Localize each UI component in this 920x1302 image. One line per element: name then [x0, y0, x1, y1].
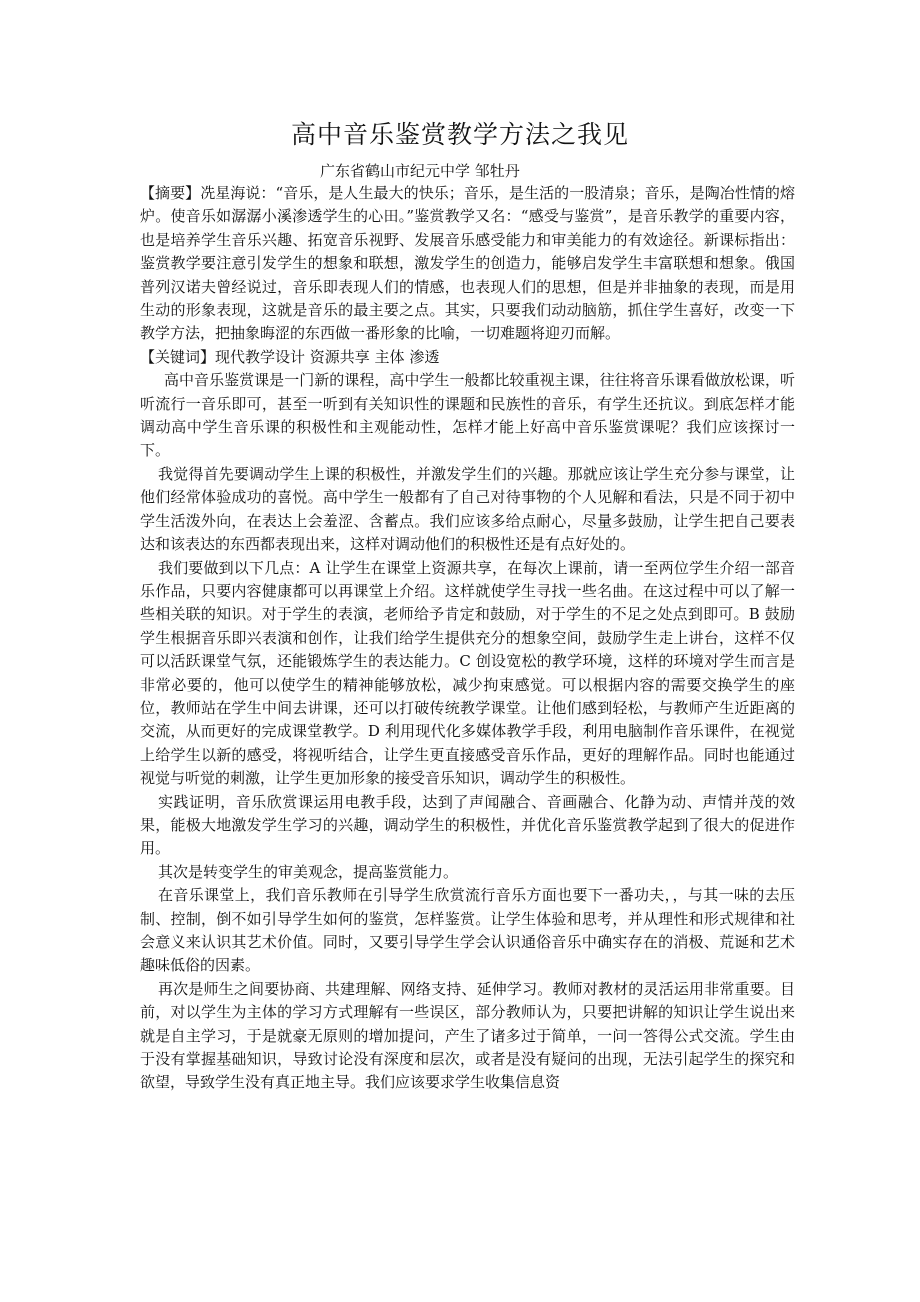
abstract-label: 【摘要】 — [140, 184, 201, 202]
keywords-paragraph — [140, 346, 795, 369]
keywords-text: 现代教学设计 资源共享 主体 渗透 — [215, 347, 440, 366]
document-title: 高中音乐鉴赏教学方法之我见 — [290, 120, 629, 149]
body-paragraph-2: 我觉得首先要调动学生上课的积极性，并激发学生们的兴趣。那就应该让学生充分参与课堂，让他们经常体验成功的喜悦。高中学生一般都有了自己对待事物的个人见解和看法，只是不同于初中学生活泼外向，在表达上会羞涩、含蓄点。我们应该多给点耐心，尽量多鼓励，让学生把自己要表达和该表达的东西都表现出来，这样对调动他们的积极性还是有点好处的。 — [140, 464, 795, 554]
body-paragraph-6: 在音乐课堂上，我们音乐教师在引导学生欣赏流行音乐方面也要下一番功夫，，与其一味的去压制、控制，倒不如引导学生如何的鉴赏，怎样鉴赏。让学生体验和思考，并从理性和形式规律和社会意义来认识其艺术价值。同时，又要引导学生学会认识通俗音乐中确实存在的消极、荒诞和艺术趣味低俗的因素。 — [140, 886, 795, 975]
body-paragraph-7: 再次是师生之间要协商、共建理解、网络支持、延伸学习。教师对教材的灵活运用非常重要。目前，对以学生为主体的学习方式理解有一些误区，部分教师认为，只要把讲解的知识让学生说出来就是自主学习，于是就豪无原则的增加提问，产生了诸多过于简单，一问一答得公式交流。学生由于没有掌握基础知识，导致讨论没有深度和层次，或者是没有疑问的出现，无法引起学生的探究和欲望，导致学生没有真正地主导。我们应该要求学生收集信息资 — [140, 979, 795, 1092]
keywords-label: 【关键词】 — [140, 347, 216, 366]
document-body — [140, 182, 795, 1095]
body-paragraph-1: 高中音乐鉴赏课是一门新的课程，高中学生一般都比较重视主课，往往将音乐课看做放松课，听听流行一音乐即可，甚至一听到有关知识性的课题和民族性的音乐，有学生还抗议。到底怎样才能调动高中学生音乐课的积极性和主观能动性，怎样才能上好高中音乐鉴赏课呢？我们应该探讨一下。 — [140, 371, 795, 460]
body-paragraph-3: 我们要做到以下几点：A 让学生在课堂上资源共享，在每次上课前，请一至两位学生介绍一部音乐作品，只要内容健康都可以再课堂上介绍。这样就使学生寻找一些名曲。在这过程中可以了解一些相关联的知识。对于学生的表演，老师给予肯定和鼓励，对于学生的不足之处点到即可。B 鼓励学生根据音乐即兴表演和创作，让我们给学生提供充分的想象空间，鼓励学生走上讲台，这样不仅可以活跃课堂气氛，还能锻炼学生的表达能力。C 创设宽松的教学环境，这样的环境对学生而言是非常必要的，他可以使学生的精神能够放松，减少拘束感觉。可以根据内容的需要交换学生的座位，教师站在学生中间去讲课，还可以打破传统教学课堂。让他们感到轻松，与教师产生近距离的交流，从而更好的完成课堂教学。D 利用现代化多媒体教学手段，利用电脑制作音乐课件，在视觉上给学生以新的感受，将视听结合，让学生更直接感受音乐作品，更好的理解作品。同时也能通过视觉与听觉的刺激，让学生更加形象的接受音乐知识，调动学生的积极性。 — [140, 558, 795, 788]
body-paragraph-4: 实践证明，音乐欣赏课运用电教手段，达到了声闻融合、音画融合、化静为动、声情并茂的效果，能极大地激发学生学习的兴趣，调动学生的积极性，并优化音乐鉴赏教学起到了很大的促进作用。 — [140, 792, 795, 858]
abstract-paragraph — [140, 182, 795, 346]
abstract-text: 冼星海说：“音乐，是人生最大的快乐；音乐，是生活的一股清泉；音乐，是陶冶性情的熔炉。使音乐如潺潺小溪渗透学生的心田。”鉴赏教学又名：“感受与鉴赏”，是音乐教学的重要内容，也是培养学生音乐兴趣、拓宽音乐视野、发展音乐感受能力和审美能力的有效途径。新课标指出：鉴赏教学要注意引发学生的想象和联想，激发学生的创造力，能够启发学生丰富联想和想象。俄国普列汉诺夫曾经说过，音乐即表现人们的情感，也表现人们的思想，但是并非抽象的表现，而是用生动的形象表现，这就是音乐的最主要之点。其实，只要我们动动脑筋，抓住学生喜好，改变一下教学方法，把抽象晦涩的东西做一番形象的比喻，一切难题将迎刃而解。 — [140, 184, 795, 343]
body-paragraph-5: 其次是转变学生的审美观念，提高鉴赏能力。 — [158, 862, 459, 881]
author-line: 广东省鹤山市纪元中学 邹牡丹 — [320, 162, 520, 180]
